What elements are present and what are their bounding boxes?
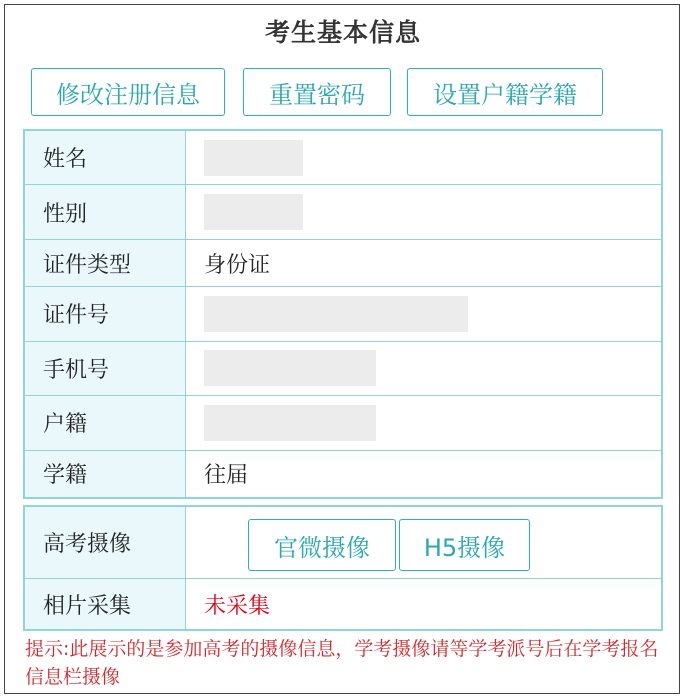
photo-status: 未采集 bbox=[204, 593, 271, 619]
household-value bbox=[186, 396, 662, 450]
table-row bbox=[25, 131, 662, 185]
id-type-label: 证件类型 bbox=[25, 239, 186, 286]
table-row bbox=[25, 396, 662, 450]
info-table bbox=[23, 129, 663, 499]
redacted-block bbox=[204, 405, 376, 441]
page-title: 考生基本信息 bbox=[264, 18, 421, 47]
redacted-block bbox=[204, 350, 376, 386]
photo-status-cell bbox=[186, 579, 662, 630]
camera-label: 高考摄像 bbox=[25, 507, 186, 579]
school-status-value: 往届 bbox=[186, 450, 662, 497]
edit-registration-button[interactable]: 修改注册信息 bbox=[31, 68, 225, 116]
table-row bbox=[25, 341, 662, 395]
gender-value bbox=[186, 185, 662, 239]
phone-value bbox=[186, 341, 662, 395]
notice-text: 提示:此展示的是参加高考的摄像信息，学考摄像请等学考派号后在学考报名信息栏摄像 bbox=[25, 638, 659, 688]
page-frame bbox=[4, 4, 680, 694]
id-number-label: 证件号 bbox=[25, 287, 186, 341]
table-row bbox=[25, 579, 662, 630]
table-row bbox=[25, 185, 662, 239]
school-status-label: 学籍 bbox=[25, 450, 186, 497]
gender-label: 性别 bbox=[25, 185, 186, 239]
phone-label: 手机号 bbox=[25, 341, 186, 395]
household-label: 户籍 bbox=[25, 396, 186, 450]
set-household-button[interactable]: 设置户籍学籍 bbox=[407, 68, 603, 116]
reset-password-button[interactable]: 重置密码 bbox=[243, 68, 391, 116]
official-camera-button[interactable]: 官微摄像 bbox=[248, 519, 396, 571]
name-label: 姓名 bbox=[25, 131, 186, 185]
redacted-block bbox=[204, 296, 468, 332]
id-type-value: 身份证 bbox=[186, 239, 662, 286]
table-row bbox=[25, 450, 662, 497]
table-row bbox=[25, 287, 662, 341]
redacted-block bbox=[204, 194, 303, 230]
redacted-block bbox=[204, 140, 303, 176]
h5-camera-button[interactable]: H5摄像 bbox=[399, 519, 530, 571]
name-value bbox=[186, 131, 662, 185]
id-number-value bbox=[186, 287, 662, 341]
photo-label: 相片采集 bbox=[25, 579, 186, 630]
table-row bbox=[25, 239, 662, 286]
